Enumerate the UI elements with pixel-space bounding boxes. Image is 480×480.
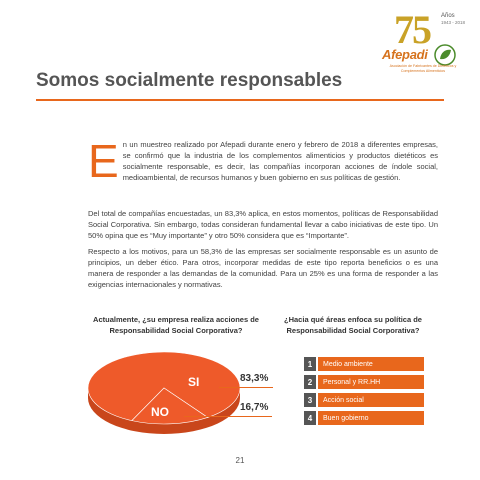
paragraph-intro-text: n un muestreo realizado por Afepadi durante enero y febrero de 2018 a diferentes empresas, se confirmó que la industria de los complementos alimenticios y productos dietéticos es socialmente responsable, es decir, las compañías incorporan acciones de índole social, medioambiental, de recursos humanos y buen gobierno en sus políticas de gestión. (122, 140, 438, 182)
area-label: Medio ambiente (318, 357, 424, 371)
pie-value-si: 83,3% (240, 373, 269, 384)
logo-brand: Afepadi (382, 47, 428, 62)
area-label: Buen gobierno (318, 411, 424, 425)
afepadi-logo (374, 8, 474, 88)
logo-75: 75 (394, 7, 430, 52)
leaf-icon (434, 44, 456, 66)
pie-label-si: SI (188, 375, 200, 389)
leader-line-si (219, 387, 273, 388)
area-number: 4 (304, 411, 316, 425)
area-number: 2 (304, 375, 316, 389)
drop-cap: E (88, 135, 119, 187)
area-item (304, 392, 424, 408)
logo-association: Asociación de Fabricantes de Dietéticos y Complementos Alimenticios (389, 64, 457, 73)
area-label: Personal y RR.HH (318, 375, 424, 389)
chart-question-2: ¿Hacia qué áreas enfoca su política de Responsabilidad Social Corporativa? (284, 315, 422, 335)
paragraph-intro (88, 135, 438, 187)
logo-years: 1943 - 2018 (441, 20, 466, 25)
area-item (304, 374, 424, 390)
area-number: 1 (304, 357, 316, 371)
paragraph-motives: Respecto a los motivos, para un 58,3% de las empresas ser socialmente responsable es un asunto de principios, un deber ético. Para otros, incorporar medidas de este tipo reporta beneficios o es una manera de responder a las demandas de la comunidad. Para un 25% es una forma de responder a las exigencias internacionales y normativas. (88, 247, 438, 289)
page-title: Somos socialmente responsables (36, 70, 343, 91)
areas-list (304, 356, 424, 428)
logo-anos: Años (441, 13, 455, 19)
leader-line-no (184, 416, 272, 417)
page-number: 21 (235, 456, 245, 465)
pie-value-no: 16,7% (240, 402, 269, 413)
pie-label-no: NO (151, 405, 169, 419)
chart-question-1: Actualmente, ¿su empresa realiza acciones de Responsabilidad Social Corporativa? (93, 315, 259, 335)
paragraph-results: Del total de compañías encuestadas, un 83,3% aplica, en estos momentos, políticas de Responsabilidad Social Corporativa. Sin embargo, todas consideran fundamental llevar a cabo iniciativas de este tipo. Un 50% opina que es “Muy importante” y otro 50% considera que es “Importante”. (88, 209, 438, 240)
area-label: Acción social (318, 393, 424, 407)
area-item (304, 356, 424, 372)
area-number: 3 (304, 393, 316, 407)
title-rule (36, 99, 444, 101)
area-item (304, 410, 424, 426)
pie-chart (84, 344, 254, 444)
